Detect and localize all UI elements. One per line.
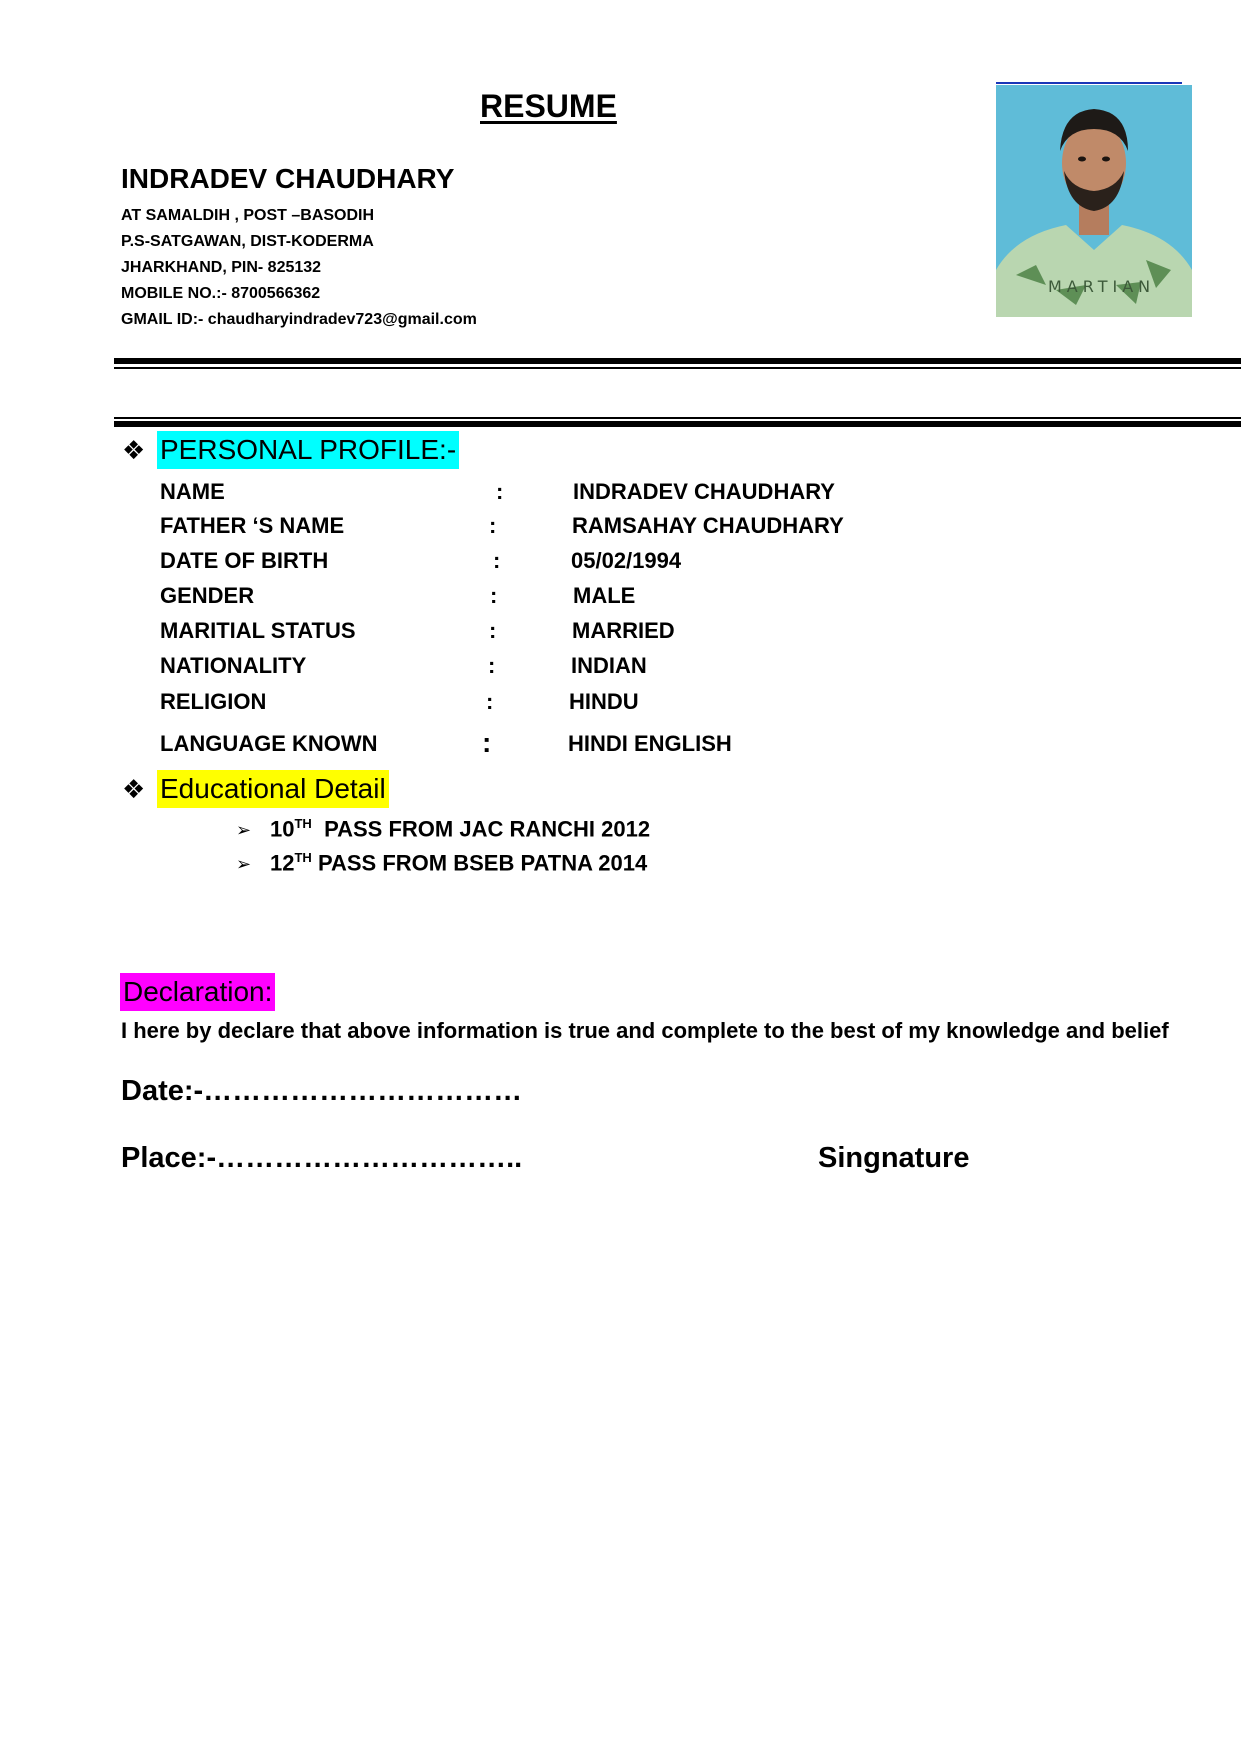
profile-row [160,548,1060,578]
profile-row [160,727,1060,761]
profile-value: MALE [573,583,636,608]
profile-label: LANGUAGE KNOWN [160,731,378,756]
arrow-bullet-icon: ➢ [236,820,252,841]
place-line: Place:-………………………….. [121,1142,523,1174]
profile-value: INDIAN [571,653,647,678]
profile-colon: : [489,513,497,538]
email-address: GMAIL ID:- chaudharyindradev723@gmail.com [121,311,477,328]
education-text: PASS FROM JAC RANCHI 2012 [324,816,651,842]
profile-colon: : [482,727,492,758]
date-line: Date:-…………………………… [121,1075,523,1107]
profile-colon: : [490,583,498,608]
profile-label: FATHER ‘S NAME [160,513,345,538]
education-level-suffix: TH [294,816,312,831]
declaration-text: I here by declare that above information is true and complete to the best of my knowledge and belief [121,1018,1169,1043]
declaration-heading: Declaration: [120,973,275,1011]
diamond-bullet-icon: ❖ [122,435,146,465]
candidate-name: INDRADEV CHAUDHARY [121,163,455,194]
educational-detail-heading: Educational Detail [157,770,389,808]
profile-label: RELIGION [160,689,267,714]
arrow-bullet-icon: ➢ [236,854,252,875]
profile-colon: : [496,479,504,504]
divider-thin-bottom [114,417,1241,419]
address-line-3: JHARKHAND, PIN- 825132 [121,259,322,276]
profile-value: MARRIED [572,618,675,643]
signature-label: Singnature [818,1142,970,1174]
education-level: 12 [270,850,295,876]
divider-thick-top [114,358,1241,364]
profile-value: RAMSAHAY CHAUDHARY [572,513,844,538]
profile-value: INDRADEV CHAUDHARY [573,479,835,504]
profile-row [160,618,1060,648]
profile-colon: : [488,653,496,678]
education-item [236,850,647,876]
profile-label: NAME [160,479,225,504]
education-level-suffix: TH [294,850,312,865]
address-line-1: AT SAMALDIH , POST –BASODIH [121,207,375,224]
profile-colon: : [486,689,494,714]
divider-thin-top [114,367,1241,369]
resume-title: RESUME [480,88,617,124]
mobile-number: MOBILE NO.:- 8700566362 [121,285,321,302]
profile-row [160,583,1060,613]
profile-colon: : [489,618,497,643]
divider-thick-bottom [114,421,1241,427]
education-text: PASS FROM BSEB PATNA 2014 [317,850,648,876]
profile-colon: : [493,548,501,573]
diamond-bullet-icon: ❖ [122,774,146,804]
personal-profile-heading: PERSONAL PROFILE:- [157,431,459,469]
shirt-text: MARTIAN [1048,277,1156,296]
photo-top-line [996,82,1182,84]
profile-label: NATIONALITY [160,653,307,678]
profile-row [160,689,1060,719]
profile-label: DATE OF BIRTH [160,548,329,573]
profile-row [160,653,1060,683]
education-level: 10 [270,816,295,842]
profile-label: MARITIAL STATUS [160,618,356,643]
address-line-2: P.S-SATGAWAN, DIST-KODERMA [121,233,374,250]
profile-label: GENDER [160,583,255,608]
profile-row [160,479,1060,509]
education-item [236,816,650,842]
profile-value: 05/02/1994 [571,548,682,573]
profile-row [160,513,1060,543]
profile-value: HINDU [569,689,639,714]
profile-photo [996,85,1192,317]
profile-value: HINDI ENGLISH [568,731,732,756]
